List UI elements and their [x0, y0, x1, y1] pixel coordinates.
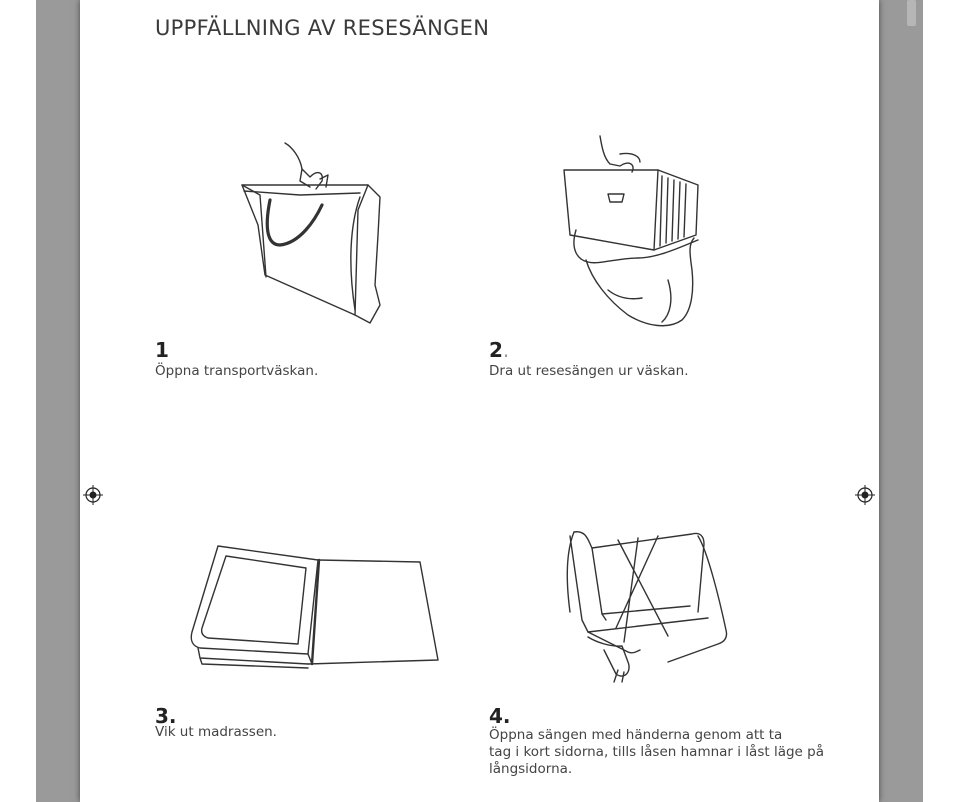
step-4-caption	[489, 727, 824, 778]
registration-mark-icon	[83, 485, 103, 505]
page-title: UPPFÄLLNING AV RESESÄNGEN	[155, 16, 490, 40]
step-3-illustration	[188, 542, 446, 672]
step-3-caption: Vik ut madrassen.	[155, 724, 277, 740]
step-1-number: 1	[155, 338, 169, 362]
scrollbar-thumb[interactable]	[907, 0, 916, 26]
step-4-caption-line: tag i kort sidorna, tills låsen hamnar i låst läge på	[489, 744, 824, 760]
step-4-number: 4.	[489, 704, 511, 728]
step-4-illustration	[558, 522, 738, 692]
step-2-caption: Dra ut resesängen ur väskan.	[489, 363, 689, 379]
step-1-illustration	[230, 135, 400, 330]
step-4-caption-line: långsidorna.	[489, 761, 573, 777]
step-4-caption-line: Öppna sängen med händerna genom att ta	[489, 727, 783, 743]
step-3-number: 3.	[155, 704, 177, 728]
step-1-caption: Öppna transportväskan.	[155, 363, 319, 379]
step-2-number: 2.	[489, 338, 510, 362]
document-page	[80, 0, 879, 802]
registration-mark-icon	[855, 485, 875, 505]
step-2-illustration	[558, 130, 708, 335]
